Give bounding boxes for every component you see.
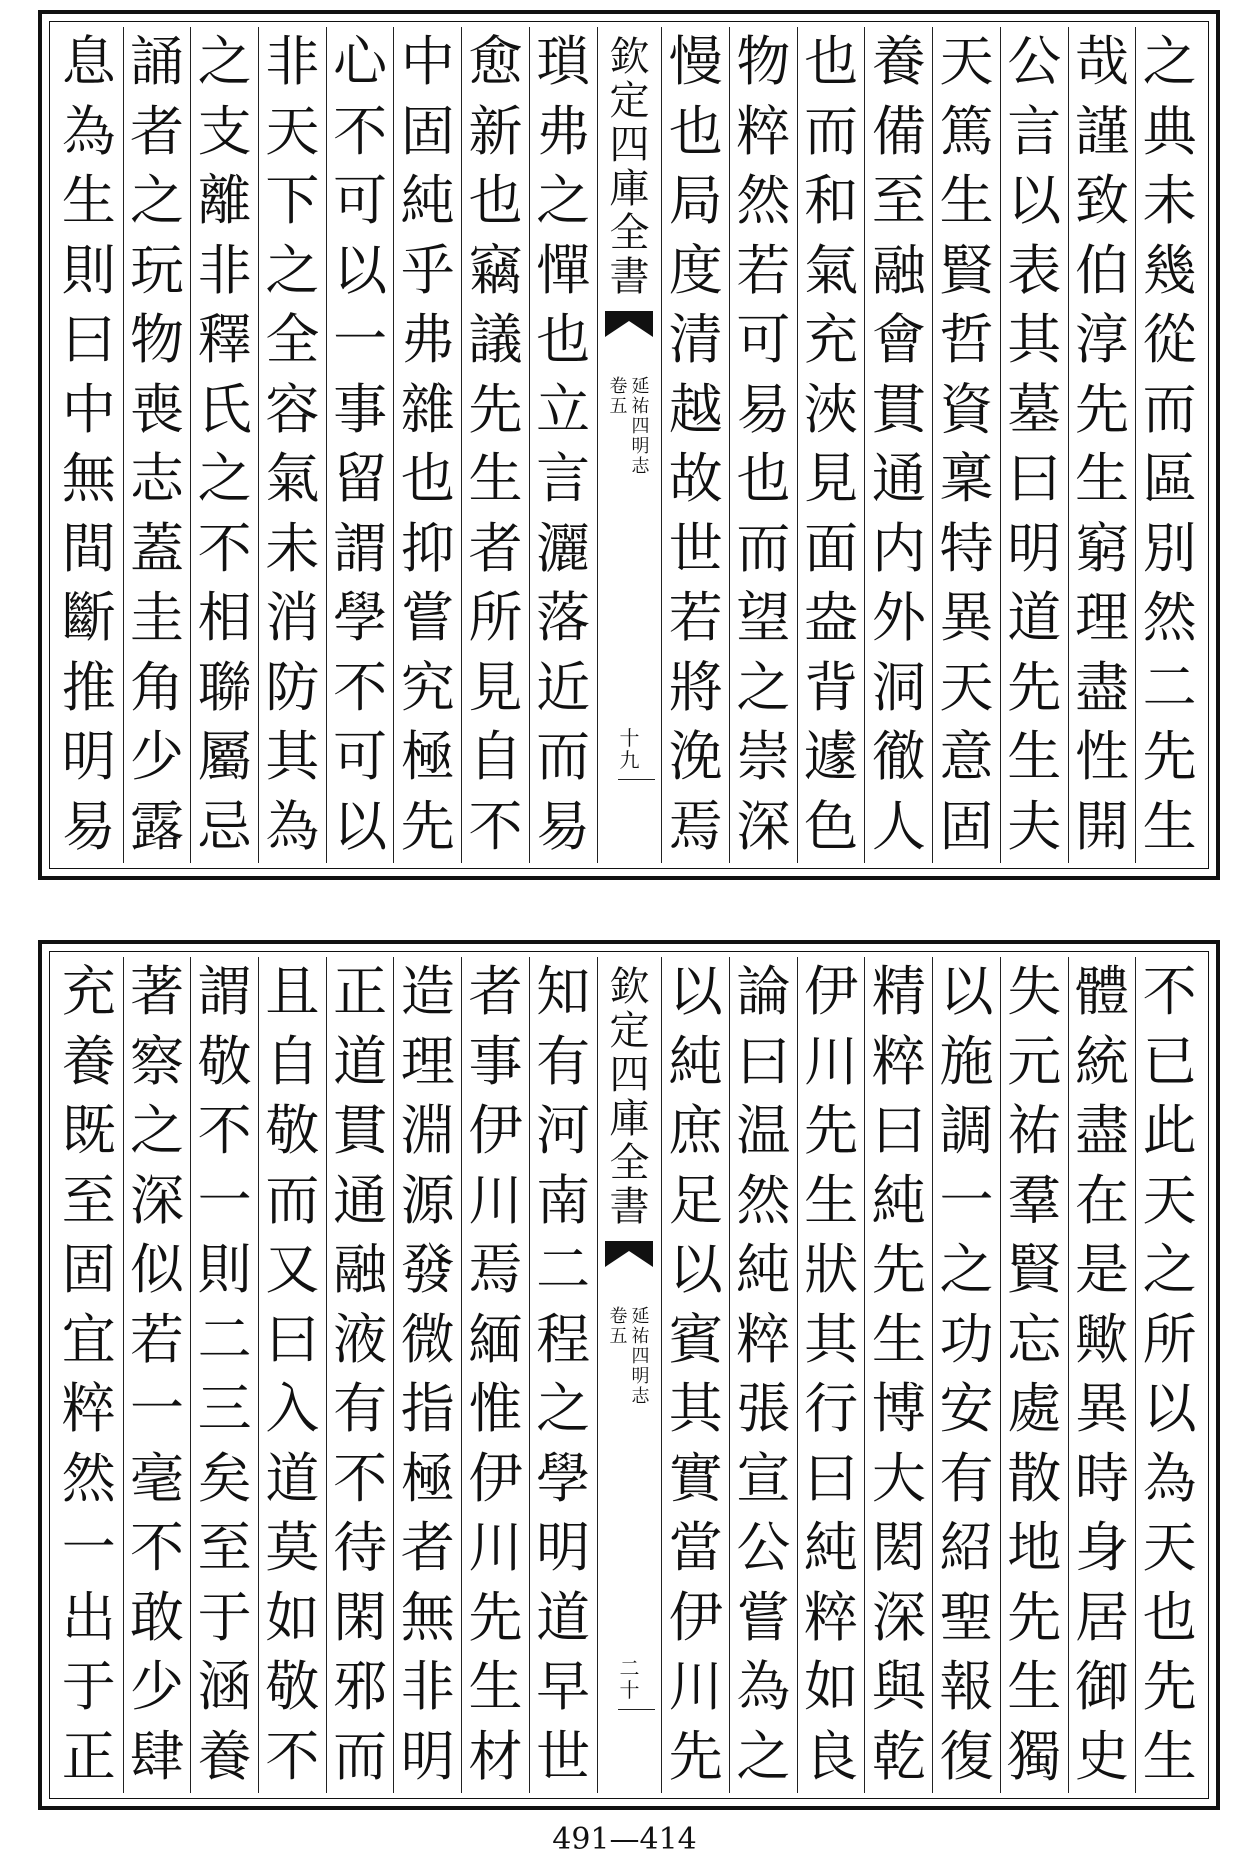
text-column: 瑣 弗 之 憚 也 立 言 灑 落 近 而 易 bbox=[529, 27, 597, 863]
text-column: 謂 敬 不 一 則 二 三 矣 至 于 涵 養 bbox=[190, 957, 258, 1793]
text-column: 之 支 離 非 釋 氏 之 不 相 聯 屬 忌 bbox=[190, 27, 258, 863]
page-footer-number: 491—414 bbox=[552, 1822, 697, 1857]
text-column: 知 有 河 南 二 程 之 學 明 道 早 世 bbox=[529, 957, 597, 1793]
book-title: 欽 定 四 庫 全 書 bbox=[609, 964, 650, 1230]
center-fold-column bbox=[597, 957, 662, 1793]
text-column: 息 為 生 則 曰 中 無 間 斷 推 明 易 bbox=[61, 30, 116, 858]
text-column: 誦 者 之 玩 物 喪 志 蓋 圭 角 少 露 bbox=[123, 27, 191, 863]
lower-text-grid bbox=[55, 957, 1203, 1793]
text-column: 心 不 可 以 一 事 留 謂 學 不 可 以 bbox=[326, 27, 394, 863]
text-column: 之 典 未 幾 從 而 區 別 然 二 先 生 bbox=[1135, 27, 1203, 863]
text-column: 物 粹 然 若 可 易 也 而 望 之 崇 深 bbox=[729, 27, 797, 863]
lower-page bbox=[38, 940, 1220, 1810]
book-title: 欽 定 四 庫 全 書 bbox=[609, 34, 650, 300]
text-column: 慢 也 局 度 清 越 故 世 若 將 浼 焉 bbox=[661, 27, 729, 863]
fishtail-mark-icon bbox=[603, 1237, 655, 1271]
text-column: 以 純 庶 足 以 賓 其 實 當 伊 川 先 bbox=[661, 957, 729, 1793]
text-column: 不 已 此 天 之 所 以 為 天 也 先 生 bbox=[1135, 957, 1203, 1793]
volume-label: 延 祐 四 明 志 卷 五 bbox=[609, 376, 650, 477]
text-column: 造 理 淵 源 發 微 指 極 者 無 非 明 bbox=[393, 957, 461, 1793]
upper-page bbox=[38, 10, 1220, 880]
text-column: 愈 新 也 竊 議 先 生 者 所 見 自 不 bbox=[461, 27, 529, 863]
text-column: 中 固 純 乎 弗 雜 也 抑 嘗 究 極 先 bbox=[393, 27, 461, 863]
text-column: 正 道 貫 通 融 液 有 不 待 閑 邪 而 bbox=[326, 957, 394, 1793]
leaf-number: 二 十 bbox=[619, 1656, 640, 1702]
text-column: 著 察 之 深 似 若 一 毫 不 敢 少 肆 bbox=[123, 957, 191, 1793]
text-column: 非 天 下 之 全 容 氣 未 消 防 其 為 bbox=[258, 27, 326, 863]
center-fold-column bbox=[597, 27, 662, 863]
text-column: 哉 謹 致 伯 淳 先 生 窮 理 盡 性 開 bbox=[1068, 27, 1136, 863]
text-column: 養 備 至 融 會 貫 通 内 外 洞 徹 人 bbox=[864, 27, 932, 863]
volume-label: 延 祐 四 明 志 卷 五 bbox=[609, 1306, 650, 1407]
text-column: 以 施 調 一 之 功 安 有 紹 聖 報 復 bbox=[932, 957, 1000, 1793]
text-column: 且 自 敬 而 又 曰 入 道 莫 如 敬 不 bbox=[258, 957, 326, 1793]
text-column: 也 而 和 氣 充 浹 見 面 盎 背 遽 色 bbox=[797, 27, 865, 863]
upper-text-grid bbox=[55, 27, 1203, 863]
text-column: 天 篤 生 賢 哲 資 稟 特 異 天 意 固 bbox=[932, 27, 1000, 863]
text-column: 公 言 以 表 其 墓 曰 明 道 先 生 夫 bbox=[1000, 27, 1068, 863]
text-column: 失 元 祐 羣 賢 忘 處 散 地 先 生 獨 bbox=[1000, 957, 1068, 1793]
text-column: 伊 川 先 生 狀 其 行 曰 純 粹 如 良 bbox=[797, 957, 865, 1793]
fishtail-mark-icon bbox=[603, 307, 655, 341]
leaf-divider bbox=[618, 779, 656, 780]
text-column: 充 養 既 至 固 宜 粹 然 一 出 于 正 bbox=[61, 960, 116, 1788]
text-column: 者 事 伊 川 焉 緬 惟 伊 川 先 生 材 bbox=[461, 957, 529, 1793]
leaf-divider bbox=[618, 1709, 656, 1710]
text-column: 論 曰 温 然 純 粹 張 宣 公 嘗 為 之 bbox=[729, 957, 797, 1793]
leaf-number: 十 九 bbox=[619, 726, 640, 772]
text-column: 體 統 盡 在 是 歟 異 時 身 居 御 史 bbox=[1068, 957, 1136, 1793]
text-column: 精 粹 曰 純 先 生 博 大 閎 深 與 乾 bbox=[864, 957, 932, 1793]
